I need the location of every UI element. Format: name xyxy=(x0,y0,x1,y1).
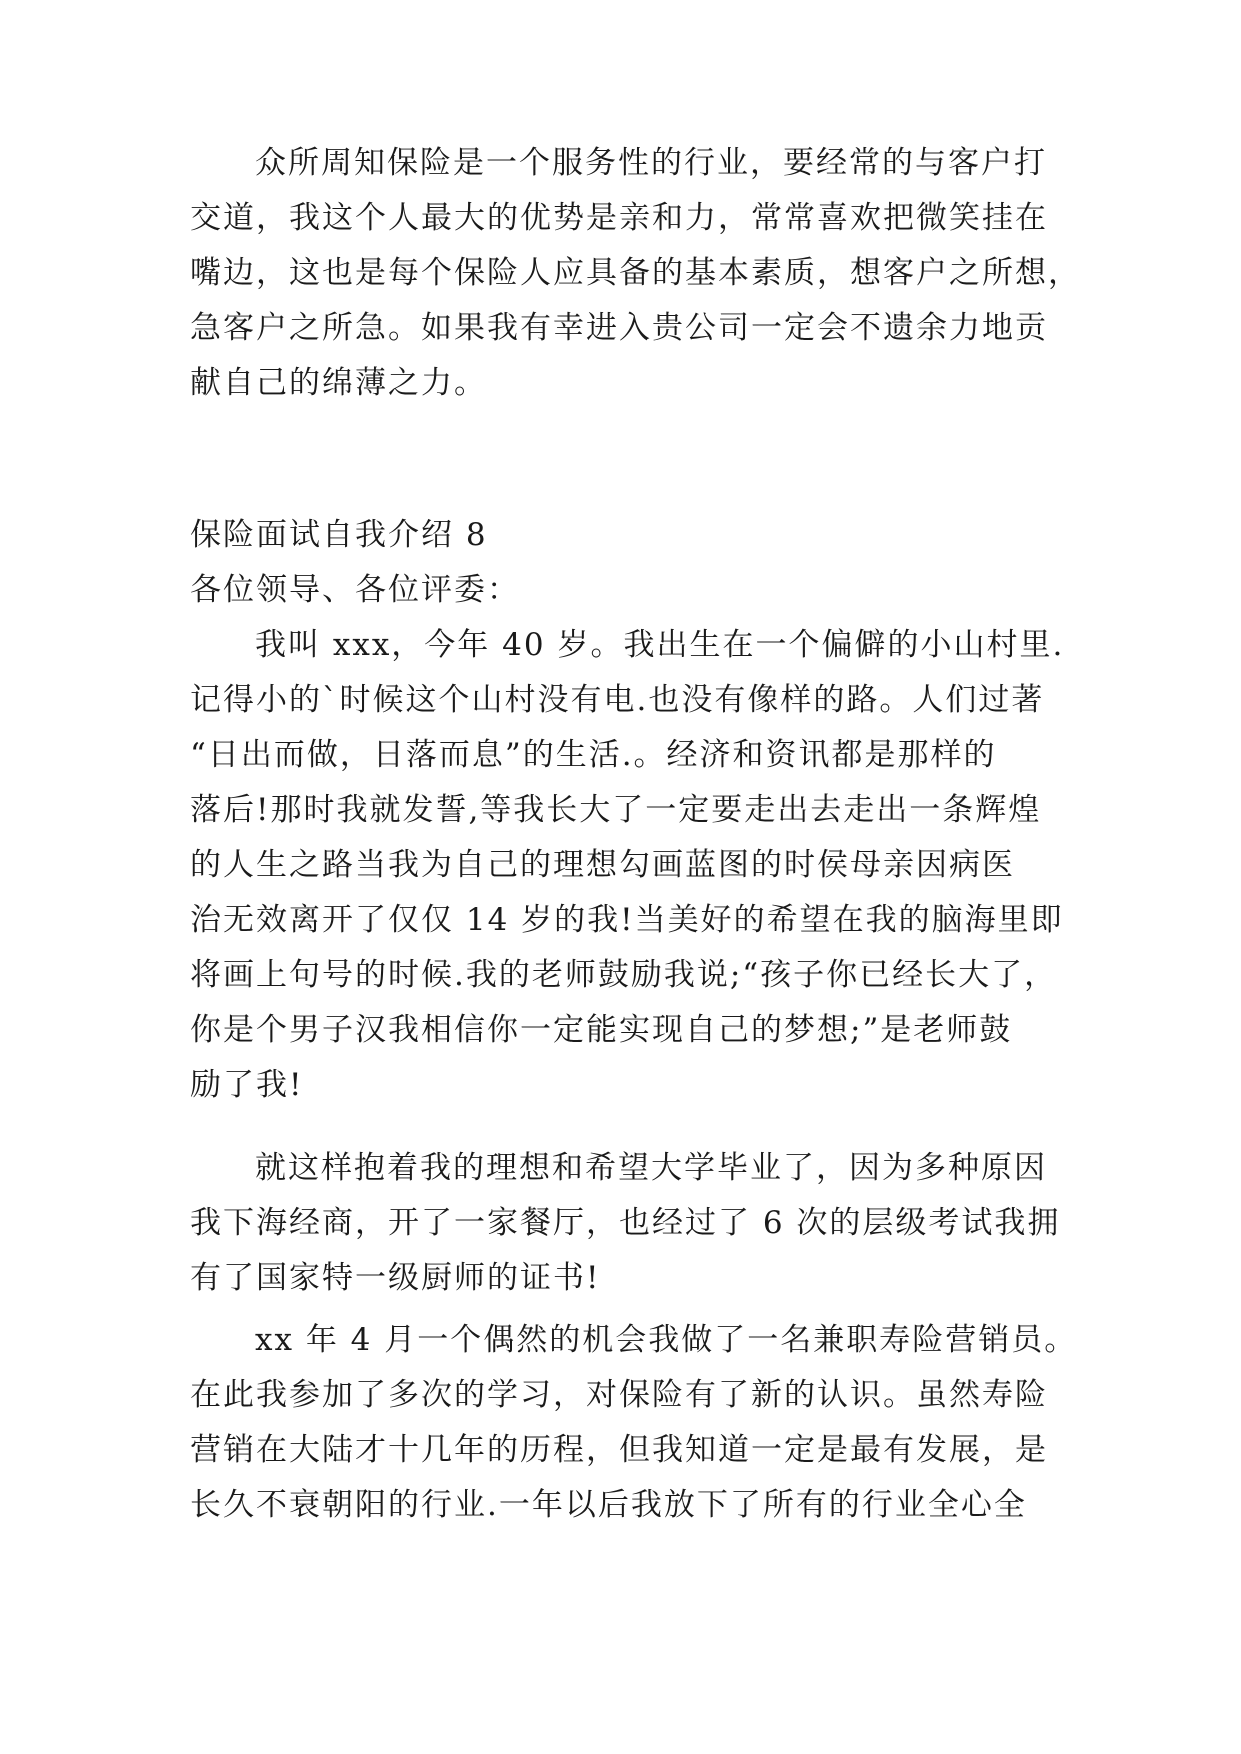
text-line: 落后!那时我就发誓,等我长大了一定要走出去走出一条辉煌 xyxy=(190,792,1042,828)
text-line: “日出而做，日落而息”的生活.。经济和资讯都是那样的 xyxy=(190,737,997,773)
text-line: 长久不衰朝阳的行业.一年以后我放下了所有的行业全心全 xyxy=(190,1487,1027,1523)
text-line: 有了国家特一级厨师的证书! xyxy=(190,1260,601,1296)
section-title: 保险面试自我介绍 8 xyxy=(190,517,488,553)
text-line: 献自己的绵薄之力。 xyxy=(190,365,487,401)
text-line: 你是个男子汉我相信你一定能实现自己的梦想;”是老师鼓 xyxy=(190,1012,1013,1048)
text-line: 记得小的`时候这个山村没有电.也没有像样的路。人们过著 xyxy=(190,682,1045,718)
text-line: 励了我! xyxy=(190,1067,304,1103)
text-line: 急客户之所急。如果我有幸进入贵公司一定会不遗余力地贡 xyxy=(190,310,1048,346)
text-line: 我叫 xxx，今年 40 岁。我出生在一个偏僻的小山村里. xyxy=(255,627,1065,663)
text-line: 治无效离开了仅仅 14 岁的我!当美好的希望在我的脑海里即 xyxy=(190,902,1064,938)
text-line: 营销在大陆才十几年的历程，但我知道一定是最有发展，是 xyxy=(190,1432,1048,1468)
text-line: 嘴边，这也是每个保险人应具备的基本素质，想客户之所想， xyxy=(190,255,1081,291)
text-line: 交道，我这个人最大的优势是亲和力，常常喜欢把微笑挂在 xyxy=(190,200,1048,236)
greeting: 各位领导、各位评委： xyxy=(190,572,520,608)
text-line: 就这样抱着我的理想和希望大学毕业了，因为多种原因 xyxy=(255,1150,1047,1186)
text-line: xx 年 4 月一个偶然的机会我做了一名兼职寿险营销员。 xyxy=(255,1322,1078,1358)
text-line: 将画上句号的时候.我的老师鼓励我说;“孩子你已经长大了， xyxy=(190,957,1058,993)
text-line: 的人生之路当我为自己的理想勾画蓝图的时侯母亲因病医 xyxy=(190,847,1015,883)
text-line: 我下海经商，开了一家餐厅，也经过了 6 次的层级考试我拥 xyxy=(190,1205,1061,1241)
text-line: 众所周知保险是一个服务性的行业，要经常的与客户打 xyxy=(255,145,1047,181)
text-line: 在此我参加了多次的学习，对保险有了新的认识。虽然寿险 xyxy=(190,1377,1048,1413)
